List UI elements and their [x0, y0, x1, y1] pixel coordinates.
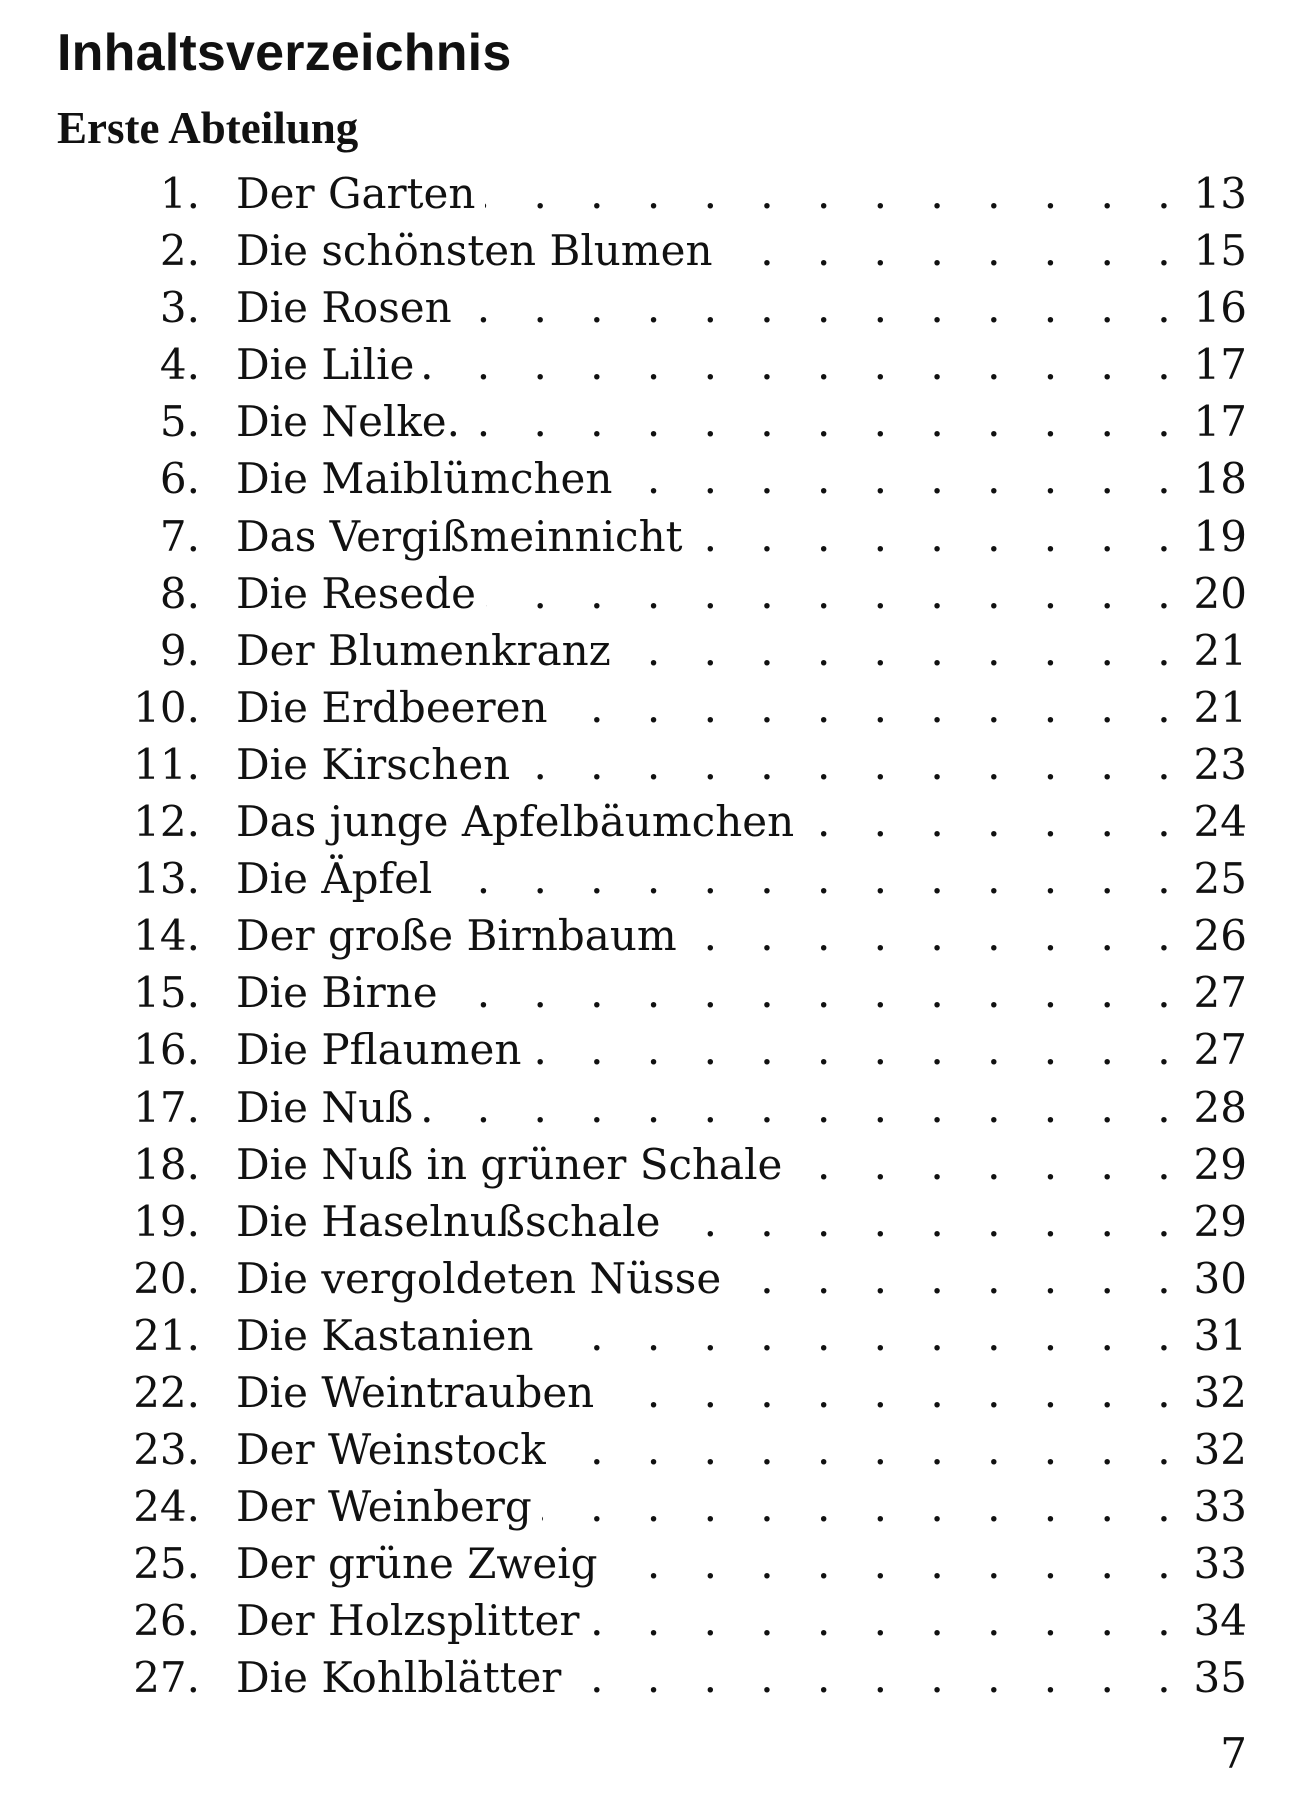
- dot-leader: [542, 1478, 1186, 1535]
- entry-page: 29: [1193, 1139, 1247, 1189]
- entry-number: 4.: [159, 340, 200, 390]
- toc-entry[interactable]: [0, 1193, 1303, 1250]
- toc-entry[interactable]: [0, 793, 1303, 850]
- entry-number: 8.: [159, 568, 200, 618]
- entry-title: Der Blumenkranz: [236, 622, 621, 679]
- entry-number: 9.: [159, 625, 200, 675]
- entry-line: [236, 1478, 1247, 1535]
- dot-leader: [485, 165, 1185, 222]
- toc-entry[interactable]: [0, 907, 1303, 964]
- page-number: 7: [1220, 1729, 1247, 1778]
- toc-entry[interactable]: [0, 1364, 1303, 1421]
- entry-line: [236, 165, 1247, 222]
- toc-entry[interactable]: [0, 1649, 1303, 1706]
- entry-number: 10.: [133, 682, 200, 732]
- entry-title: Der große Birnbaum: [236, 907, 687, 964]
- entry-line: [236, 1535, 1247, 1592]
- toc-entry[interactable]: [0, 450, 1303, 507]
- entry-title: Die Nuß: [236, 1079, 423, 1136]
- entry-page: 20: [1193, 568, 1247, 618]
- toc-entry[interactable]: [0, 279, 1303, 336]
- entry-line: [236, 679, 1247, 736]
- dot-leader: [448, 964, 1186, 1021]
- entry-line: [236, 279, 1247, 336]
- entry-line: [236, 1079, 1247, 1136]
- entry-title: Die Haselnußschale: [236, 1193, 670, 1250]
- dot-leader: [520, 736, 1185, 793]
- entry-line: [236, 1364, 1247, 1421]
- entry-number: 21.: [133, 1310, 200, 1360]
- entry-line: [236, 1193, 1247, 1250]
- entry-title: Die Kastanien: [236, 1307, 544, 1364]
- toc-entry[interactable]: [0, 393, 1303, 450]
- toc-entry[interactable]: [0, 222, 1303, 279]
- entry-page: 33: [1193, 1482, 1247, 1532]
- entry-title: Das Vergißmeinnicht: [236, 508, 693, 565]
- entry-title: Die Erdbeeren: [236, 679, 558, 736]
- toc-entry[interactable]: [0, 1535, 1303, 1592]
- section-heading: Erste Abteilung: [57, 103, 359, 153]
- entry-line: [236, 1421, 1247, 1478]
- dot-leader: [604, 1364, 1185, 1421]
- entry-number: 1.: [159, 169, 200, 218]
- entry-title: Die Nelke.: [236, 393, 470, 450]
- entry-number: 15.: [133, 968, 200, 1018]
- entry-line: [236, 508, 1247, 565]
- entry-page: 35: [1193, 1653, 1247, 1703]
- dot-leader: [558, 679, 1186, 736]
- dot-leader: [462, 279, 1186, 336]
- toc-entry[interactable]: [0, 1079, 1303, 1136]
- entry-line: [236, 222, 1247, 279]
- dot-leader: [621, 622, 1186, 679]
- dot-leader: [556, 1421, 1186, 1478]
- entry-page: 32: [1193, 1425, 1247, 1475]
- toc-entry[interactable]: [0, 1592, 1303, 1649]
- entry-number: 11.: [133, 739, 200, 789]
- entry-line: [236, 1649, 1247, 1706]
- entry-page: 27: [1193, 1025, 1247, 1075]
- entry-line: [236, 1250, 1247, 1307]
- entry-line: [236, 1592, 1247, 1649]
- dot-leader: [423, 1079, 1185, 1136]
- toc-entry[interactable]: [0, 508, 1303, 565]
- entry-page: 16: [1193, 283, 1247, 333]
- entry-number: 19.: [133, 1196, 200, 1246]
- entry-line: [236, 850, 1247, 907]
- entry-number: 2.: [159, 226, 200, 276]
- entry-page: 13: [1193, 169, 1247, 218]
- entry-number: 17.: [133, 1082, 200, 1132]
- toc-entry[interactable]: [0, 850, 1303, 907]
- entry-page: 26: [1193, 911, 1247, 961]
- entry-number: 14.: [133, 911, 200, 961]
- entry-title: Der Garten: [236, 165, 485, 222]
- entry-title: Das junge Apfelbäumchen: [236, 793, 804, 850]
- dot-leader: [723, 222, 1186, 279]
- entry-number: 7.: [159, 511, 200, 561]
- dot-leader: [622, 450, 1185, 507]
- toc-list: [0, 165, 1303, 1707]
- entry-title: Die Weintrauben: [236, 1364, 604, 1421]
- entry-line: [236, 336, 1247, 393]
- entry-title: Die vergoldeten Nüsse: [236, 1250, 731, 1307]
- entry-page: 28: [1193, 1082, 1247, 1132]
- entry-page: 18: [1193, 454, 1247, 504]
- entry-page: 32: [1193, 1367, 1247, 1417]
- toc-entry[interactable]: [0, 679, 1303, 736]
- entry-line: [236, 1136, 1247, 1193]
- dot-leader: [531, 1021, 1185, 1078]
- dot-leader: [589, 1592, 1185, 1649]
- toc-entry[interactable]: [0, 565, 1303, 622]
- entry-title: Die Lilie: [236, 336, 424, 393]
- toc-entry[interactable]: [0, 736, 1303, 793]
- entry-page: 21: [1193, 625, 1247, 675]
- entry-title: Die Kohlblätter: [236, 1649, 571, 1706]
- entry-title: Die Äpfel: [236, 850, 442, 907]
- entry-page: 15: [1193, 226, 1247, 276]
- page-title: Inhaltsverzeichnis: [57, 24, 512, 82]
- entry-page: 24: [1193, 797, 1247, 847]
- entry-number: 22.: [133, 1367, 200, 1417]
- entry-number: 6.: [159, 454, 200, 504]
- dot-leader: [693, 508, 1186, 565]
- entry-number: 20.: [133, 1253, 200, 1303]
- entry-number: 27.: [133, 1653, 200, 1703]
- entry-page: 21: [1193, 682, 1247, 732]
- entry-page: 19: [1193, 511, 1247, 561]
- entry-page: 33: [1193, 1539, 1247, 1589]
- entry-page: 29: [1193, 1196, 1247, 1246]
- entry-line: [236, 1307, 1247, 1364]
- dot-leader: [804, 793, 1185, 850]
- toc-entry[interactable]: [0, 964, 1303, 1021]
- entry-page: 25: [1193, 854, 1247, 904]
- dot-leader: [670, 1193, 1185, 1250]
- toc-entry[interactable]: [0, 1478, 1303, 1535]
- entry-line: [236, 964, 1247, 1021]
- toc-entry[interactable]: [0, 622, 1303, 679]
- toc-entry[interactable]: [0, 1307, 1303, 1364]
- dot-leader: [731, 1250, 1185, 1307]
- dot-leader: [571, 1649, 1185, 1706]
- toc-entry[interactable]: [0, 1021, 1303, 1078]
- entry-line: [236, 565, 1247, 622]
- toc-entry[interactable]: [0, 1421, 1303, 1478]
- toc-entry[interactable]: [0, 1136, 1303, 1193]
- entry-number: 26.: [133, 1596, 200, 1646]
- entry-line: [236, 393, 1247, 450]
- entry-page: 17: [1193, 397, 1247, 447]
- toc-entry[interactable]: [0, 336, 1303, 393]
- entry-page: 30: [1193, 1253, 1247, 1303]
- entry-number: 5.: [159, 397, 200, 447]
- entry-number: 24.: [133, 1482, 200, 1532]
- entry-page: 17: [1193, 340, 1247, 390]
- dot-leader: [486, 565, 1186, 622]
- entry-page: 27: [1193, 968, 1247, 1018]
- dot-leader: [544, 1307, 1186, 1364]
- dot-leader: [608, 1535, 1186, 1592]
- entry-title: Die Resede: [236, 565, 486, 622]
- entry-number: 13.: [133, 854, 200, 904]
- entry-number: 23.: [133, 1425, 200, 1475]
- entry-title: Die Nuß in grüner Schale: [236, 1136, 792, 1193]
- entry-title: Der grüne Zweig: [236, 1535, 608, 1592]
- entry-title: Die Maiblümchen: [236, 450, 622, 507]
- entry-title: Die Birne: [236, 964, 448, 1021]
- entry-page: 34: [1193, 1596, 1247, 1646]
- entry-number: 3.: [159, 283, 200, 333]
- entry-line: [236, 622, 1247, 679]
- entry-number: 12.: [133, 797, 200, 847]
- entry-title: Der Weinstock: [236, 1421, 556, 1478]
- entry-page: 23: [1193, 739, 1247, 789]
- entry-title: Der Weinberg: [236, 1478, 542, 1535]
- entry-title: Die Pflaumen: [236, 1021, 531, 1078]
- dot-leader: [792, 1136, 1185, 1193]
- entry-number: 25.: [133, 1539, 200, 1589]
- toc-entry[interactable]: [0, 1250, 1303, 1307]
- entry-title: Der Holzsplitter: [236, 1592, 589, 1649]
- entry-line: [236, 450, 1247, 507]
- entry-number: 18.: [133, 1139, 200, 1189]
- dot-leader: [470, 393, 1186, 450]
- entry-title: Die Rosen: [236, 279, 462, 336]
- toc-entry[interactable]: [0, 165, 1303, 222]
- entry-line: [236, 907, 1247, 964]
- entry-title: Die Kirschen: [236, 736, 520, 793]
- entry-number: 16.: [133, 1025, 200, 1075]
- dot-leader: [424, 336, 1185, 393]
- entry-line: [236, 793, 1247, 850]
- dot-leader: [687, 907, 1186, 964]
- entry-page: 31: [1193, 1310, 1247, 1360]
- dot-leader: [442, 850, 1185, 907]
- entry-line: [236, 1021, 1247, 1078]
- entry-line: [236, 736, 1247, 793]
- entry-title: Die schönsten Blumen: [236, 222, 723, 279]
